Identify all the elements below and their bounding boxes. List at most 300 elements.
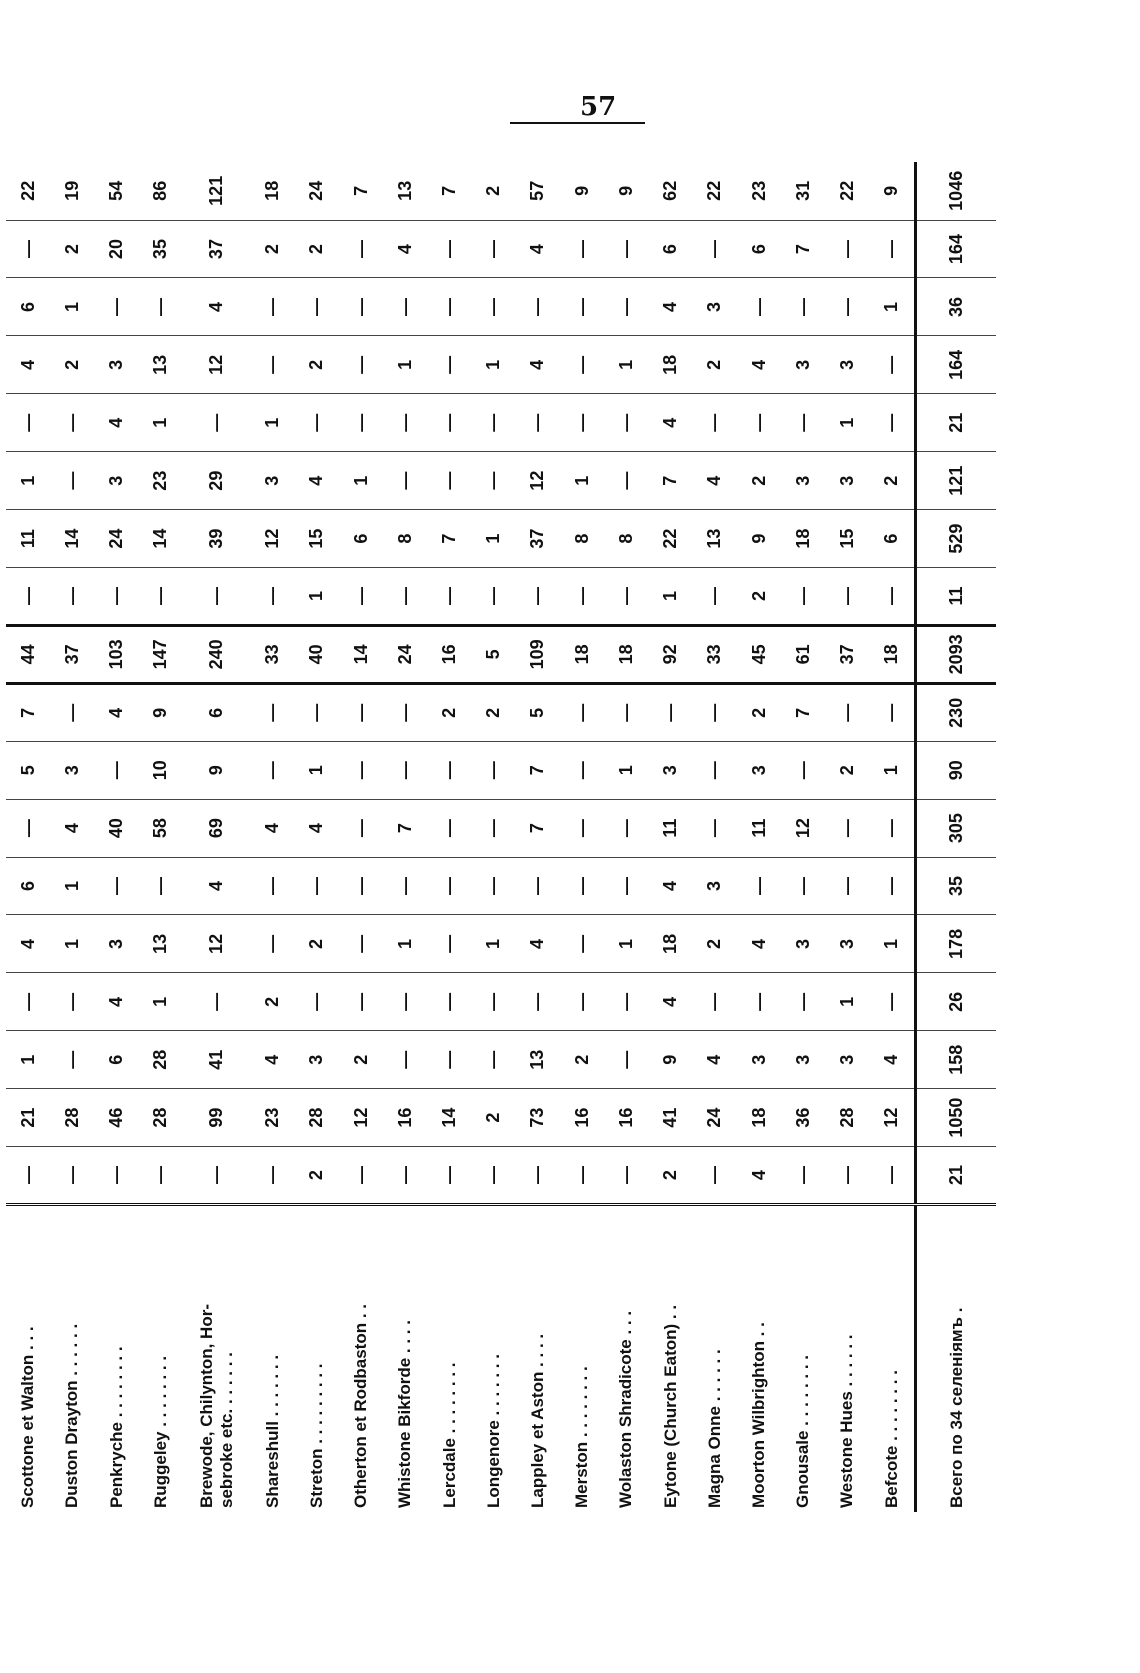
cell-value: 24 bbox=[383, 625, 427, 683]
cell-value: — bbox=[251, 741, 295, 799]
cell-value: 3 bbox=[781, 1031, 825, 1089]
cell-value: — bbox=[825, 857, 869, 915]
cell-value: 2 bbox=[251, 220, 295, 278]
table-row bbox=[870, 162, 916, 1512]
cell-value: 8 bbox=[604, 510, 648, 568]
settlement-name: Brewode, Chilynton, Hor- sebroke etc. . . . . . . bbox=[183, 1205, 251, 1513]
cell-value: 4 bbox=[648, 394, 692, 452]
cell-value: — bbox=[295, 857, 339, 915]
cell-value: 9 bbox=[648, 1031, 692, 1089]
cell-value: — bbox=[6, 394, 50, 452]
cell-value: — bbox=[472, 452, 516, 510]
cell-value: 4 bbox=[516, 336, 560, 394]
cell-value: — bbox=[251, 1147, 295, 1205]
cell-value: — bbox=[94, 1147, 138, 1205]
cell-value: 39 bbox=[183, 510, 251, 568]
cell-value: — bbox=[825, 278, 869, 336]
cell-value: — bbox=[427, 568, 471, 626]
cell-value: — bbox=[472, 741, 516, 799]
cell-value: 1 bbox=[50, 857, 94, 915]
cell-value: — bbox=[339, 1147, 383, 1205]
cell-value: 7 bbox=[427, 510, 471, 568]
settlement-name: Moorton Wilbrighton . . bbox=[737, 1205, 781, 1513]
cell-value: — bbox=[737, 857, 781, 915]
cell-value: — bbox=[781, 394, 825, 452]
cell-value: — bbox=[427, 857, 471, 915]
cell-value: 3 bbox=[693, 278, 737, 336]
cell-value: 37 bbox=[516, 510, 560, 568]
cell-value: 1 bbox=[870, 915, 916, 973]
cell-value: 1 bbox=[472, 915, 516, 973]
cell-value: 6 bbox=[870, 510, 916, 568]
cell-value: — bbox=[604, 683, 648, 741]
cell-value: 22 bbox=[693, 162, 737, 220]
cell-value: 12 bbox=[781, 799, 825, 857]
cell-value: — bbox=[50, 1147, 94, 1205]
cell-value: 86 bbox=[139, 162, 183, 220]
cell-value: — bbox=[139, 568, 183, 626]
cell-value: — bbox=[560, 741, 604, 799]
cell-value: 14 bbox=[427, 1089, 471, 1147]
cell-value: 13 bbox=[139, 915, 183, 973]
cell-value: — bbox=[251, 278, 295, 336]
cell-value: — bbox=[604, 857, 648, 915]
table-row bbox=[516, 162, 560, 1512]
cell-value: 2 bbox=[737, 683, 781, 741]
cell-value: 18 bbox=[604, 625, 648, 683]
cell-value: — bbox=[383, 973, 427, 1031]
cell-value: — bbox=[383, 452, 427, 510]
cell-value: 1 bbox=[50, 915, 94, 973]
cell-value: 2 bbox=[295, 336, 339, 394]
cell-value: — bbox=[6, 973, 50, 1031]
cell-value: 2 bbox=[648, 1147, 692, 1205]
cell-value: 2 bbox=[693, 915, 737, 973]
settlement-name: Gnousale . . . . . . . . bbox=[781, 1205, 825, 1513]
cell-value: — bbox=[339, 857, 383, 915]
cell-value: 22 bbox=[648, 510, 692, 568]
cell-value: 12 bbox=[516, 452, 560, 510]
cell-value: — bbox=[604, 568, 648, 626]
cell-value: — bbox=[870, 1147, 916, 1205]
settlement-name: Longenore . . . . . . . bbox=[472, 1205, 516, 1513]
cell-value: — bbox=[870, 568, 916, 626]
cell-value: — bbox=[427, 1031, 471, 1089]
cell-value: 4 bbox=[870, 1031, 916, 1089]
cell-value: — bbox=[560, 220, 604, 278]
cell-value: 6 bbox=[737, 220, 781, 278]
cell-value: — bbox=[737, 394, 781, 452]
cell-value: 9 bbox=[604, 162, 648, 220]
cell-value: — bbox=[648, 683, 692, 741]
cell-value: 2 bbox=[295, 1147, 339, 1205]
cell-value: 2 bbox=[737, 452, 781, 510]
cell-value: — bbox=[825, 683, 869, 741]
cell-value: — bbox=[472, 568, 516, 626]
cell-value: 6 bbox=[6, 278, 50, 336]
cell-value: 22 bbox=[6, 162, 50, 220]
cell-value: — bbox=[781, 278, 825, 336]
cell-value: 9 bbox=[183, 741, 251, 799]
cell-value: 4 bbox=[295, 452, 339, 510]
cell-value: — bbox=[427, 394, 471, 452]
table-row bbox=[50, 162, 94, 1512]
settlement-name: Lercdale . . . . . . . . bbox=[427, 1205, 471, 1513]
cell-value: 28 bbox=[825, 1089, 869, 1147]
table-row bbox=[737, 162, 781, 1512]
cell-value: 29 bbox=[183, 452, 251, 510]
cell-value: 2 bbox=[825, 741, 869, 799]
cell-value: 2 bbox=[560, 1031, 604, 1089]
settlement-name: Duston Drayton . . . . . . bbox=[50, 1205, 94, 1513]
cell-value: 3 bbox=[781, 452, 825, 510]
total-row bbox=[916, 162, 996, 1512]
cell-value: — bbox=[383, 394, 427, 452]
cell-value: — bbox=[339, 741, 383, 799]
cell-value: 7 bbox=[516, 799, 560, 857]
cell-value: — bbox=[139, 278, 183, 336]
cell-value: — bbox=[251, 857, 295, 915]
cell-value: 8 bbox=[383, 510, 427, 568]
cell-value: 26 bbox=[916, 973, 996, 1031]
cell-value: 7 bbox=[427, 162, 471, 220]
cell-value: — bbox=[383, 278, 427, 336]
cell-value: 5 bbox=[472, 625, 516, 683]
cell-value: 103 bbox=[94, 625, 138, 683]
cell-value: — bbox=[870, 394, 916, 452]
cell-value: — bbox=[560, 568, 604, 626]
cell-value: 7 bbox=[6, 683, 50, 741]
cell-value: 11 bbox=[916, 568, 996, 626]
cell-value: 18 bbox=[648, 336, 692, 394]
cell-value: — bbox=[825, 220, 869, 278]
cell-value: 99 bbox=[183, 1089, 251, 1147]
table-row bbox=[139, 162, 183, 1512]
cell-value: — bbox=[560, 278, 604, 336]
cell-value: 35 bbox=[916, 857, 996, 915]
cell-value: 37 bbox=[825, 625, 869, 683]
cell-value: 2 bbox=[427, 683, 471, 741]
cell-value: 6 bbox=[339, 510, 383, 568]
cell-value: — bbox=[560, 1147, 604, 1205]
cell-value: 23 bbox=[737, 162, 781, 220]
cell-value: 7 bbox=[781, 683, 825, 741]
cell-value: 3 bbox=[50, 741, 94, 799]
cell-value: 2 bbox=[472, 1089, 516, 1147]
cell-value: 1 bbox=[139, 394, 183, 452]
cell-value: 90 bbox=[916, 741, 996, 799]
cell-value: — bbox=[560, 973, 604, 1031]
settlement-name: Westone Hues . . . . . . bbox=[825, 1205, 869, 1513]
cell-value: 3 bbox=[825, 336, 869, 394]
settlement-name: Scottone et Walton . . . bbox=[6, 1205, 50, 1513]
cell-value: — bbox=[560, 683, 604, 741]
census-table bbox=[6, 162, 996, 1512]
cell-value: 21 bbox=[6, 1089, 50, 1147]
cell-value: 529 bbox=[916, 510, 996, 568]
cell-value: 4 bbox=[251, 799, 295, 857]
cell-value: — bbox=[339, 799, 383, 857]
cell-value: — bbox=[516, 394, 560, 452]
cell-value: — bbox=[472, 857, 516, 915]
settlement-name: Lappley et Aston . . . . bbox=[516, 1205, 560, 1513]
table-row bbox=[339, 162, 383, 1512]
cell-value: — bbox=[560, 799, 604, 857]
cell-value: 1 bbox=[295, 568, 339, 626]
cell-value: 1 bbox=[604, 336, 648, 394]
cell-value: 2 bbox=[472, 162, 516, 220]
cell-value: 1 bbox=[50, 278, 94, 336]
cell-value: — bbox=[870, 683, 916, 741]
cell-value: 164 bbox=[916, 336, 996, 394]
cell-value: — bbox=[383, 568, 427, 626]
cell-value: 33 bbox=[693, 625, 737, 683]
cell-value: 1 bbox=[648, 568, 692, 626]
settlement-name: Streton . . . . . . . . . bbox=[295, 1205, 339, 1513]
table-row bbox=[251, 162, 295, 1512]
cell-value: — bbox=[560, 394, 604, 452]
cell-value: — bbox=[604, 452, 648, 510]
cell-value: — bbox=[383, 1031, 427, 1089]
table-row bbox=[427, 162, 471, 1512]
cell-value: 4 bbox=[383, 220, 427, 278]
cell-value: 5 bbox=[6, 741, 50, 799]
cell-value: 121 bbox=[916, 452, 996, 510]
cell-value: 3 bbox=[648, 741, 692, 799]
cell-value: 14 bbox=[50, 510, 94, 568]
cell-value: 11 bbox=[737, 799, 781, 857]
cell-value: 4 bbox=[94, 394, 138, 452]
cell-value: 4 bbox=[183, 857, 251, 915]
cell-value: — bbox=[183, 1147, 251, 1205]
cell-value: 1 bbox=[870, 278, 916, 336]
cell-value: 11 bbox=[648, 799, 692, 857]
cell-value: — bbox=[183, 973, 251, 1031]
cell-value: 240 bbox=[183, 625, 251, 683]
cell-value: — bbox=[472, 394, 516, 452]
cell-value: — bbox=[693, 973, 737, 1031]
cell-value: 4 bbox=[648, 973, 692, 1031]
cell-value: — bbox=[295, 683, 339, 741]
cell-value: 3 bbox=[295, 1031, 339, 1089]
cell-value: — bbox=[693, 683, 737, 741]
cell-value: — bbox=[604, 799, 648, 857]
table-row bbox=[604, 162, 648, 1512]
cell-value: — bbox=[560, 336, 604, 394]
cell-value: 14 bbox=[139, 510, 183, 568]
cell-value: — bbox=[472, 1147, 516, 1205]
cell-value: — bbox=[427, 1147, 471, 1205]
cell-value: 3 bbox=[781, 915, 825, 973]
cell-value: 1 bbox=[825, 394, 869, 452]
cell-value: — bbox=[139, 1147, 183, 1205]
cell-value: — bbox=[339, 683, 383, 741]
cell-value: 28 bbox=[295, 1089, 339, 1147]
cell-value: — bbox=[427, 741, 471, 799]
cell-value: 2 bbox=[295, 220, 339, 278]
cell-value: 2 bbox=[737, 568, 781, 626]
cell-value: — bbox=[427, 220, 471, 278]
cell-value: 23 bbox=[139, 452, 183, 510]
cell-value: 1 bbox=[560, 452, 604, 510]
cell-value: 24 bbox=[693, 1089, 737, 1147]
cell-value: 2093 bbox=[916, 625, 996, 683]
cell-value: 4 bbox=[94, 973, 138, 1031]
cell-value: 2 bbox=[295, 915, 339, 973]
cell-value: 31 bbox=[781, 162, 825, 220]
cell-value: 1 bbox=[472, 336, 516, 394]
cell-value: 4 bbox=[251, 1031, 295, 1089]
cell-value: — bbox=[870, 336, 916, 394]
cell-value: 37 bbox=[50, 625, 94, 683]
cell-value: — bbox=[295, 278, 339, 336]
cell-value: 18 bbox=[560, 625, 604, 683]
cell-value: — bbox=[516, 1147, 560, 1205]
cell-value: 9 bbox=[870, 162, 916, 220]
cell-value: — bbox=[870, 799, 916, 857]
cell-value: 1 bbox=[472, 510, 516, 568]
cell-value: 19 bbox=[50, 162, 94, 220]
cell-value: — bbox=[94, 568, 138, 626]
cell-value: 36 bbox=[781, 1089, 825, 1147]
cell-value: 1 bbox=[139, 973, 183, 1031]
cell-value: — bbox=[604, 220, 648, 278]
cell-value: 24 bbox=[295, 162, 339, 220]
cell-value: 1 bbox=[383, 336, 427, 394]
table-row bbox=[295, 162, 339, 1512]
cell-value: — bbox=[781, 568, 825, 626]
page-number-rule bbox=[510, 122, 645, 124]
cell-value: — bbox=[383, 857, 427, 915]
cell-value: 1 bbox=[6, 1031, 50, 1089]
cell-value: — bbox=[693, 741, 737, 799]
cell-value: 1 bbox=[604, 915, 648, 973]
cell-value: — bbox=[6, 220, 50, 278]
cell-value: — bbox=[339, 973, 383, 1031]
cell-value: 15 bbox=[825, 510, 869, 568]
cell-value: — bbox=[50, 1031, 94, 1089]
cell-value: — bbox=[339, 220, 383, 278]
cell-value: — bbox=[693, 220, 737, 278]
cell-value: 11 bbox=[6, 510, 50, 568]
cell-value: 8 bbox=[560, 510, 604, 568]
cell-value: — bbox=[94, 857, 138, 915]
cell-value: 57 bbox=[516, 162, 560, 220]
cell-value: 4 bbox=[516, 915, 560, 973]
cell-value: 230 bbox=[916, 683, 996, 741]
cell-value: 41 bbox=[648, 1089, 692, 1147]
cell-value: 3 bbox=[693, 857, 737, 915]
cell-value: — bbox=[183, 568, 251, 626]
census-table-rotated bbox=[6, 162, 996, 1512]
cell-value: — bbox=[6, 799, 50, 857]
table-row bbox=[472, 162, 516, 1512]
cell-value: 4 bbox=[648, 857, 692, 915]
cell-value: 3 bbox=[825, 915, 869, 973]
cell-value: 3 bbox=[251, 452, 295, 510]
cell-value: — bbox=[94, 278, 138, 336]
cell-value: 18 bbox=[781, 510, 825, 568]
cell-value: — bbox=[50, 683, 94, 741]
cell-value: 3 bbox=[737, 741, 781, 799]
cell-value: 147 bbox=[139, 625, 183, 683]
cell-value: — bbox=[383, 683, 427, 741]
cell-value: 16 bbox=[560, 1089, 604, 1147]
cell-value: — bbox=[295, 973, 339, 1031]
cell-value: — bbox=[251, 915, 295, 973]
cell-value: 18 bbox=[870, 625, 916, 683]
cell-value: 35 bbox=[139, 220, 183, 278]
cell-value: — bbox=[560, 915, 604, 973]
cell-value: 3 bbox=[94, 915, 138, 973]
cell-value: 62 bbox=[648, 162, 692, 220]
cell-value: — bbox=[472, 973, 516, 1031]
cell-value: — bbox=[50, 394, 94, 452]
cell-value: 1 bbox=[383, 915, 427, 973]
cell-value: — bbox=[825, 1147, 869, 1205]
cell-value: 6 bbox=[6, 857, 50, 915]
cell-value: — bbox=[427, 973, 471, 1031]
cell-value: 2 bbox=[50, 220, 94, 278]
cell-value: 45 bbox=[737, 625, 781, 683]
settlement-name: Penkryche . . . . . . . . bbox=[94, 1205, 138, 1513]
cell-value: 21 bbox=[916, 394, 996, 452]
cell-value: 33 bbox=[251, 625, 295, 683]
cell-value: 1 bbox=[339, 452, 383, 510]
table-row bbox=[825, 162, 869, 1512]
cell-value: 7 bbox=[339, 162, 383, 220]
cell-value: 158 bbox=[916, 1031, 996, 1089]
cell-value: 12 bbox=[183, 336, 251, 394]
cell-value: 1 bbox=[295, 741, 339, 799]
cell-value: 6 bbox=[94, 1031, 138, 1089]
cell-value: — bbox=[339, 278, 383, 336]
cell-value: 1 bbox=[251, 394, 295, 452]
cell-value: — bbox=[604, 1031, 648, 1089]
cell-value: 2 bbox=[339, 1031, 383, 1089]
settlement-name: Wolaston Shradicote . . . bbox=[604, 1205, 648, 1513]
cell-value: — bbox=[781, 1147, 825, 1205]
cell-value: 61 bbox=[781, 625, 825, 683]
cell-value: 16 bbox=[604, 1089, 648, 1147]
cell-value: — bbox=[383, 741, 427, 799]
cell-value: 4 bbox=[295, 799, 339, 857]
cell-value: 2 bbox=[50, 336, 94, 394]
cell-value: 2 bbox=[251, 973, 295, 1031]
cell-value: 164 bbox=[916, 220, 996, 278]
cell-value: 4 bbox=[6, 336, 50, 394]
cell-value: 28 bbox=[139, 1089, 183, 1147]
cell-value: 20 bbox=[94, 220, 138, 278]
cell-value: 4 bbox=[648, 278, 692, 336]
settlement-name: Whistone Bikforde . . . . bbox=[383, 1205, 427, 1513]
cell-value: 4 bbox=[693, 1031, 737, 1089]
cell-value: 305 bbox=[916, 799, 996, 857]
cell-value: 5 bbox=[516, 683, 560, 741]
cell-value: 12 bbox=[870, 1089, 916, 1147]
cell-value: — bbox=[427, 915, 471, 973]
cell-value: 1 bbox=[6, 452, 50, 510]
cell-value: 6 bbox=[648, 220, 692, 278]
cell-value: 54 bbox=[94, 162, 138, 220]
table-row bbox=[94, 162, 138, 1512]
cell-value: 73 bbox=[516, 1089, 560, 1147]
cell-value: — bbox=[825, 799, 869, 857]
cell-value: — bbox=[693, 568, 737, 626]
cell-value: 28 bbox=[139, 1031, 183, 1089]
table-row bbox=[781, 162, 825, 1512]
cell-value: — bbox=[737, 278, 781, 336]
